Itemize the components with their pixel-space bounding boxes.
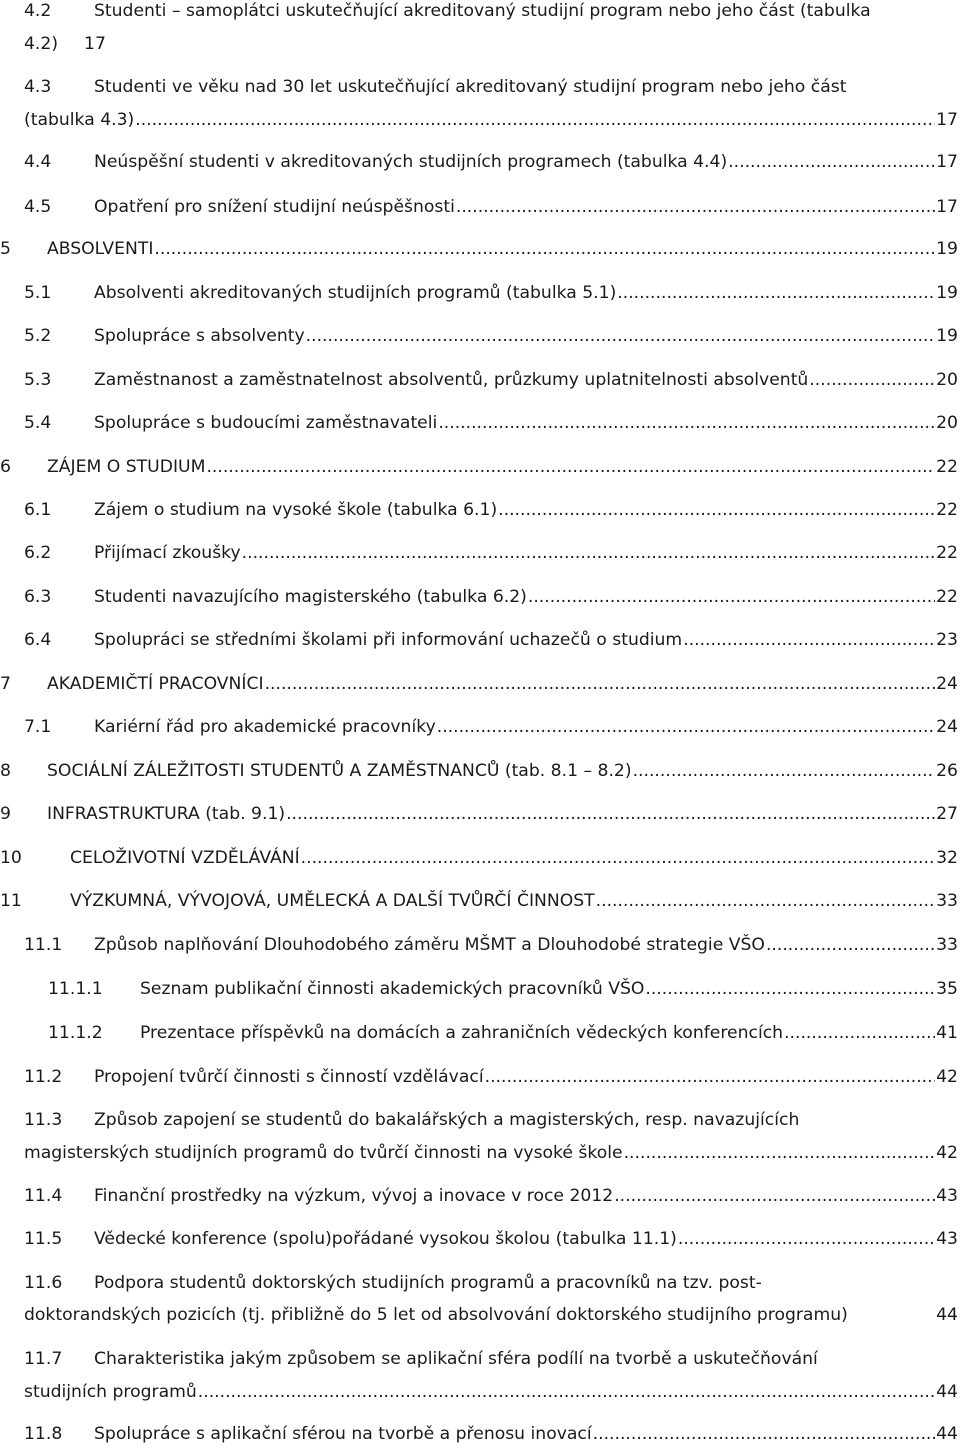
toc-leader-dots xyxy=(498,497,935,523)
toc-leader-dots xyxy=(135,107,935,133)
toc-entry-title: Absolventi akreditovaných studijních programů (tabulka 5.1) xyxy=(94,283,617,303)
toc-leader-dots xyxy=(154,236,935,262)
toc-entry-page: 20 xyxy=(936,413,958,433)
toc-entry-title: ZÁJEM O STUDIUM xyxy=(47,457,206,477)
toc-entry-page: 17 xyxy=(84,34,106,54)
toc-leader-dots xyxy=(286,801,935,827)
toc-entry-number: 11.1.2 xyxy=(48,1023,103,1043)
toc-leader-dots xyxy=(728,149,935,175)
toc-leader-dots xyxy=(596,888,935,914)
toc-leader-dots xyxy=(528,584,935,610)
toc-leader-dots xyxy=(437,714,935,740)
toc-entry-number: 6.2 xyxy=(24,543,52,563)
toc-entry-number: 5 xyxy=(0,239,11,259)
toc-entry-page: 43 xyxy=(936,1186,958,1206)
toc-entry-title: Spolupráce s aplikační sférou na tvorbě a přenosu inovací xyxy=(94,1424,592,1444)
toc-entry-title: Charakteristika jakým způsobem se aplikační sféra podílí na tvorbě a uskutečňování xyxy=(94,1349,818,1369)
toc-entry-page: 22 xyxy=(936,543,958,563)
toc-leader-dots xyxy=(242,540,935,566)
toc-entry-title: Prezentace příspěvků na domácích a zahraničních vědeckých konferencích xyxy=(140,1023,784,1043)
toc-entry-title: Finanční prostředky na výzkum, vývoj a inovace v roce 2012 xyxy=(94,1186,614,1206)
toc-leader-dots xyxy=(784,1020,935,1046)
toc-entry-title-continued: studijních programů xyxy=(24,1382,197,1402)
toc-entry-number: 4.3 xyxy=(24,77,52,97)
toc-entry-number: 11.5 xyxy=(24,1229,63,1249)
toc-entry-page: 19 xyxy=(936,283,958,303)
toc-entry-page: 22 xyxy=(936,457,958,477)
toc-leader-dots xyxy=(614,1183,935,1209)
toc-entry-page: 42 xyxy=(936,1067,958,1087)
toc-leader-dots xyxy=(809,367,935,393)
toc-entry-number: 11.2 xyxy=(24,1067,63,1087)
toc-entry-page: 20 xyxy=(936,370,958,390)
toc-entry-title-continued: doktorandských pozicích (tj. přibližně do 5 let od absolvování doktorského studijního programu) xyxy=(24,1305,848,1325)
toc-entry-number: 8 xyxy=(0,761,11,781)
toc-entry-number: 5.1 xyxy=(24,283,52,303)
toc-entry-number: 11.3 xyxy=(24,1110,63,1130)
toc-leader-dots xyxy=(301,845,935,871)
toc-entry-title: Propojení tvůrčí činnosti s činností vzdělávací xyxy=(94,1067,484,1087)
toc-leader-dots xyxy=(198,1379,935,1405)
toc-entry-page: 24 xyxy=(936,717,958,737)
toc-entry-page: 27 xyxy=(936,804,958,824)
toc-entry-number: 7.1 xyxy=(24,717,52,737)
toc-leader-dots xyxy=(678,1226,935,1252)
toc-entry-title: AKADEMIČTÍ PRACOVNÍCI xyxy=(47,674,264,694)
toc-leader-dots xyxy=(485,1064,936,1090)
toc-entry-number: 7 xyxy=(0,674,11,694)
toc-entry-number: 6.3 xyxy=(24,587,52,607)
toc-entry-page: 44 xyxy=(936,1424,958,1444)
toc-entry-page: 44 xyxy=(936,1382,958,1402)
toc-entry-title: Seznam publikační činnosti akademických pracovníků VŠO xyxy=(140,979,645,999)
toc-entry-page: 41 xyxy=(936,1023,958,1043)
toc-entry-title: Přijímací zkoušky xyxy=(94,543,241,563)
toc-entry-number: 6.4 xyxy=(24,630,52,650)
toc-entry-number: 11.4 xyxy=(24,1186,63,1206)
toc-entry-title: Způsob zapojení se studentů do bakalářských a magisterských, resp. navazujících xyxy=(94,1110,800,1130)
toc-entry-number: 4.5 xyxy=(24,197,52,217)
toc-entry-title: Kariérní řád pro akademické pracovníky xyxy=(94,717,436,737)
toc-entry-title: Vědecké konference (spolu)pořádané vysokou školou (tabulka 11.1) xyxy=(94,1229,677,1249)
toc-entry-title: ABSOLVENTI xyxy=(47,239,154,259)
toc-leader-dots xyxy=(593,1421,935,1447)
toc-entry-title: Podpora studentů doktorských studijních programů a pracovníků na tzv. post- xyxy=(94,1273,762,1293)
toc-entry-title-continued: (tabulka 4.3) xyxy=(24,110,135,130)
toc-entry-title: Neúspěšní studenti v akreditovaných studijních programech (tabulka 4.4) xyxy=(94,152,728,172)
toc-leader-dots xyxy=(766,932,935,958)
toc-entry-page: 43 xyxy=(936,1229,958,1249)
toc-entry-page: 33 xyxy=(936,891,958,911)
toc-entry-title: INFRASTRUKTURA (tab. 9.1) xyxy=(47,804,286,824)
toc-entry-number: 10 xyxy=(0,848,22,868)
toc-entry-number: 5.3 xyxy=(24,370,52,390)
toc-entry-title: Studenti ve věku nad 30 let uskutečňující akreditovaný studijní program nebo jeho část xyxy=(94,77,847,97)
toc-leader-dots xyxy=(265,671,936,697)
toc-leader-dots xyxy=(456,194,935,220)
toc-entry-page: 19 xyxy=(936,239,958,259)
toc-entry-title: SOCIÁLNÍ ZÁLEŽITOSTI STUDENTŮ A ZAMĚSTNANCŮ (tab. 8.1 – 8.2) xyxy=(47,761,632,781)
toc-entry-title: Způsob naplňování Dlouhodobého záměru MŠMT a Dlouhodobé strategie VŠO xyxy=(94,935,765,955)
toc-entry-number: 4.4 xyxy=(24,152,52,172)
toc-leader-dots xyxy=(645,976,935,1002)
toc-entry-number: 6 xyxy=(0,457,11,477)
toc-leader-dots xyxy=(438,410,935,436)
toc-entry-number: 6.1 xyxy=(24,500,52,520)
toc-entry-number: 4.2 xyxy=(24,1,52,21)
toc-entry-number: 11.1 xyxy=(24,935,63,955)
toc-entry-number: 11.8 xyxy=(24,1424,63,1444)
toc-entry-title: Zájem o studium na vysoké škole (tabulka 6.1) xyxy=(94,500,498,520)
toc-entry-title: Opatření pro snížení studijní neúspěšnosti xyxy=(94,197,455,217)
toc-entry-page: 17 xyxy=(936,110,958,130)
toc-entry-page: 44 xyxy=(936,1305,958,1325)
toc-entry-title: Spolupráce s absolventy xyxy=(94,326,305,346)
toc-leader-dots xyxy=(633,758,936,784)
toc-entry-number: 11.7 xyxy=(24,1349,63,1369)
toc-entry-title-continued: 4.2) xyxy=(24,34,59,54)
toc-entry-number: 11 xyxy=(0,891,22,911)
toc-entry-number: 5.2 xyxy=(24,326,52,346)
toc-entry-title: Studenti navazujícího magisterského (tabulka 6.2) xyxy=(94,587,527,607)
toc-entry-page: 24 xyxy=(936,674,958,694)
toc-entry-page: 35 xyxy=(936,979,958,999)
toc-leader-dots xyxy=(206,454,935,480)
toc-entry-title: Zaměstnanost a zaměstnatelnost absolventů, průzkumy uplatnitelnosti absolventů xyxy=(94,370,809,390)
toc-entry-page: 42 xyxy=(936,1143,958,1163)
toc-entry-title: Spolupráci se středními školami při informování uchazečů o studium xyxy=(94,630,683,650)
toc-entry-page: 33 xyxy=(936,935,958,955)
toc-entry-number: 9 xyxy=(0,804,11,824)
toc-entry-title: Spolupráce s budoucími zaměstnavateli xyxy=(94,413,438,433)
toc-entry-number: 11.6 xyxy=(24,1273,63,1293)
toc-entry-title: CELOŽIVOTNÍ VZDĚLÁVÁNÍ xyxy=(70,848,300,868)
toc-entry-page: 22 xyxy=(936,500,958,520)
toc-entry-page: 26 xyxy=(936,761,958,781)
toc-leader-dots xyxy=(617,280,935,306)
toc-leader-dots xyxy=(306,323,935,349)
toc-entry-page: 23 xyxy=(936,630,958,650)
toc-entry-title-continued: magisterských studijních programů do tvůrčí činnosti na vysoké škole xyxy=(24,1143,623,1163)
toc-entry-title: Studenti – samoplátci uskutečňující akreditovaný studijní program nebo jeho část (tabulka xyxy=(94,1,871,21)
toc-entry-number: 11.1.1 xyxy=(48,979,103,999)
toc-entry-number: 5.4 xyxy=(24,413,52,433)
toc-entry-title: VÝZKUMNÁ, VÝVOJOVÁ, UMĚLECKÁ A DALŠÍ TVŮRČÍ ČINNOST xyxy=(70,891,595,911)
toc-entry-page: 19 xyxy=(936,326,958,346)
toc-entry-page: 17 xyxy=(936,197,958,217)
toc-leader-dots xyxy=(624,1140,936,1166)
toc-entry-page: 32 xyxy=(936,848,958,868)
toc-leader-dots xyxy=(683,627,935,653)
toc-entry-page: 22 xyxy=(936,587,958,607)
toc-entry-page: 17 xyxy=(936,152,958,172)
